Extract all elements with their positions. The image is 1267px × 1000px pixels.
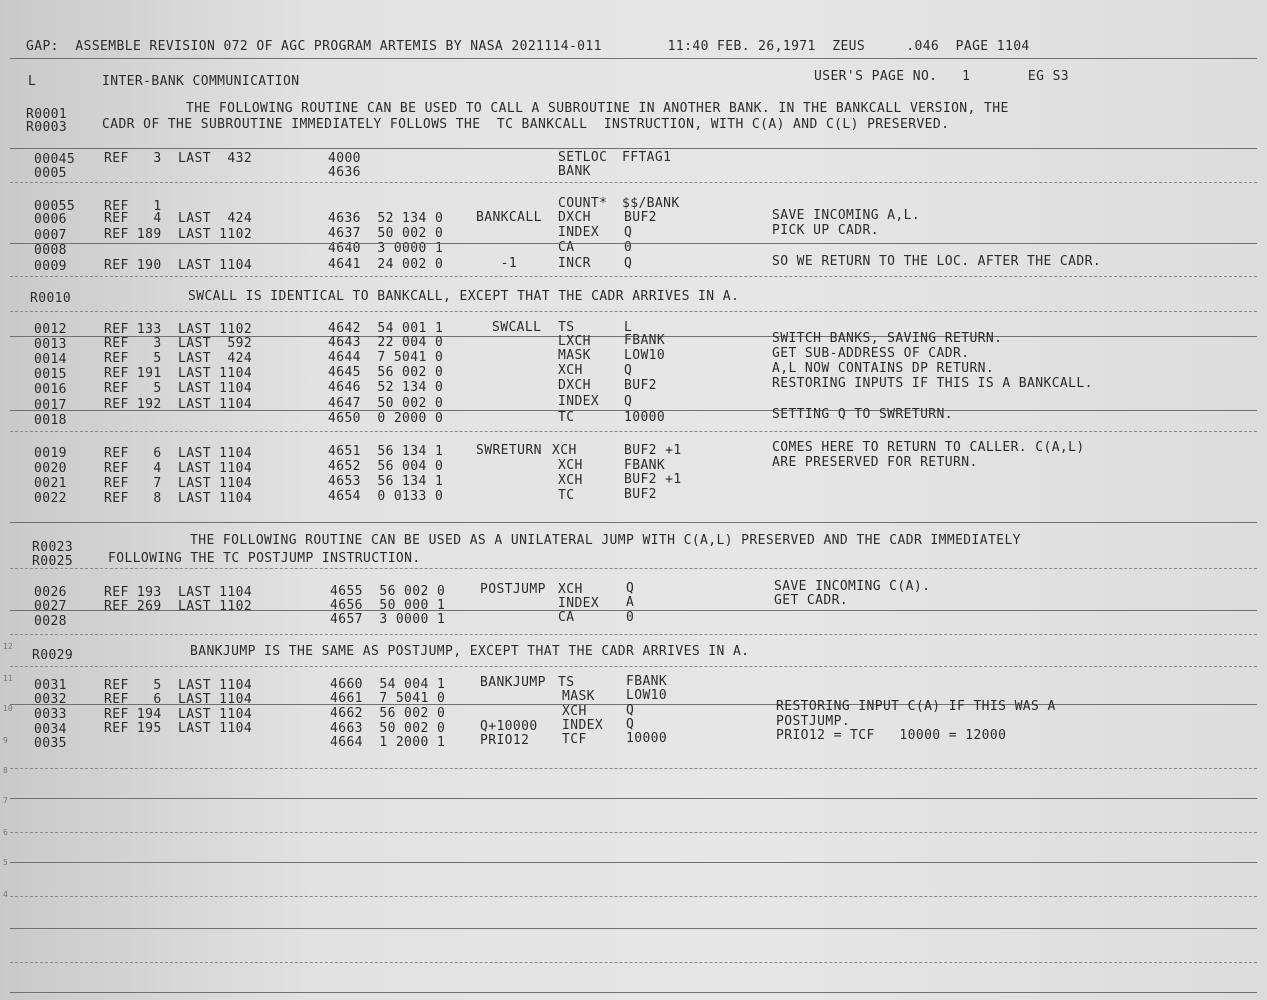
row-loc: 4651 56 134 1 — [328, 444, 444, 459]
row-seq: 0019 — [34, 446, 67, 461]
listing-mark: L — [28, 74, 37, 89]
remark-seq: R0025 — [32, 554, 74, 569]
row-loc: 4643 22 004 0 — [328, 335, 444, 350]
row-seq: 0018 — [34, 413, 67, 428]
row-ref: REF 192 LAST 1104 — [104, 397, 253, 412]
row-seq: 0035 — [34, 736, 67, 751]
row-seq: 0028 — [34, 614, 67, 629]
remark-seq: R0029 — [32, 648, 74, 663]
row-ref: REF 6 LAST 1104 — [104, 446, 253, 461]
row-op: TC — [558, 410, 575, 425]
row-op: XCH — [558, 473, 583, 488]
row-adr: LOW10 — [626, 688, 668, 703]
row-adr: $$/BANK — [622, 196, 680, 211]
row-op: INDEX — [558, 225, 600, 240]
row-ref: REF 1 — [104, 199, 162, 214]
separator-rule — [10, 962, 1257, 963]
row-label: BANKCALL — [476, 210, 542, 225]
row-op: INDEX — [562, 718, 604, 733]
row-loc: 4650 0 2000 0 — [328, 411, 444, 426]
separator-rule — [10, 896, 1257, 897]
row-adr: BUF2 — [624, 378, 657, 393]
header-rule — [10, 58, 1257, 59]
row-ref: REF 5 LAST 424 — [104, 351, 253, 366]
row-loc: 4644 7 5041 0 — [328, 350, 444, 365]
remark-text: FOLLOWING THE TC POSTJUMP INSTRUCTION. — [108, 551, 421, 566]
row-loc: 4646 52 134 0 — [328, 380, 444, 395]
row-seq: 0033 — [34, 707, 67, 722]
row-seq: 0017 — [34, 398, 67, 413]
row-op: INCR — [558, 256, 591, 271]
separator-rule — [10, 148, 1257, 149]
margin-mark: 4 — [3, 890, 8, 899]
row-ref: REF 193 LAST 1104 — [104, 585, 253, 600]
row-ref: REF 191 LAST 1104 — [104, 366, 253, 381]
row-comment: SO WE RETURN TO THE LOC. AFTER THE CADR. — [772, 254, 1102, 269]
row-seq: 0007 — [34, 228, 67, 243]
row-loc: 4660 54 004 1 — [330, 677, 446, 692]
row-op: TS — [558, 320, 575, 335]
remark-seq: R0001 — [26, 107, 68, 122]
row-op: CA — [558, 610, 575, 625]
row-comment: COMES HERE TO RETURN TO CALLER. C(A,L) — [772, 440, 1085, 455]
row-loc: 4664 1 2000 1 — [330, 735, 446, 750]
separator-rule — [10, 431, 1257, 432]
row-loc: 4640 3 0000 1 — [328, 241, 444, 256]
row-label: -1 — [476, 256, 518, 271]
row-label: Q+10000 — [480, 719, 538, 734]
row-adr: Q — [626, 703, 635, 718]
row-comment: SETTING Q TO SWRETURN. — [772, 407, 953, 422]
row-op: MASK — [558, 348, 591, 363]
row-label: POSTJUMP — [480, 582, 546, 597]
row-op: INDEX — [558, 394, 600, 409]
row-loc: 4636 — [328, 165, 361, 180]
users-page-number: USER'S PAGE NO. 1 EG S3 — [814, 69, 1070, 84]
row-op: TC — [558, 488, 575, 503]
row-ref: REF 7 LAST 1104 — [104, 476, 253, 491]
row-loc: 4661 7 5041 0 — [330, 691, 446, 706]
separator-rule — [10, 768, 1257, 769]
row-comment: GET CADR. — [774, 593, 849, 608]
row-ref: REF 3 LAST 592 — [104, 336, 253, 351]
row-comment: A,L NOW CONTAINS DP RETURN. — [772, 361, 995, 376]
row-loc: 4654 0 0133 0 — [328, 489, 444, 504]
margin-mark: 12 — [3, 642, 13, 651]
row-op: CA — [558, 240, 575, 255]
row-loc: 4000 — [328, 151, 361, 166]
margin-mark: 9 — [3, 736, 8, 745]
row-adr: A — [626, 595, 635, 610]
row-seq: 0014 — [34, 352, 67, 367]
separator-rule — [10, 832, 1257, 833]
row-seq: 0012 — [34, 322, 67, 337]
separator-rule — [10, 928, 1257, 929]
row-seq: 0016 — [34, 382, 67, 397]
row-op: XCH — [562, 704, 587, 719]
row-ref: REF 195 LAST 1104 — [104, 721, 253, 736]
remark-seq: R0023 — [32, 540, 74, 555]
page-header: GAP: ASSEMBLE REVISION 072 OF AGC PROGRAM ARTEMIS BY NASA 2021114-011 11:40 FEB. 26,1971 ZEUS .046 PAGE 1104 — [26, 39, 1030, 54]
row-op: LXCH — [558, 334, 591, 349]
row-loc: 4662 56 002 0 — [330, 706, 446, 721]
row-adr: BUF2 — [624, 210, 657, 225]
row-seq: 00055 — [34, 199, 76, 214]
row-loc: 4636 52 134 0 — [328, 211, 444, 226]
row-comment: GET SUB-ADDRESS OF CADR. — [772, 346, 970, 361]
remark-text: CADR OF THE SUBROUTINE IMMEDIATELY FOLLOWS THE TC BANKCALL INSTRUCTION, WITH C(A) AND C(L) PRESERVED. — [102, 117, 950, 132]
row-loc: 4642 54 001 1 — [328, 321, 444, 336]
row-ref: REF 5 LAST 1104 — [104, 678, 253, 693]
margin-mark: 7 — [3, 796, 8, 805]
row-seq: 0031 — [34, 678, 67, 693]
row-comment: ARE PRESERVED FOR RETURN. — [772, 455, 978, 470]
row-adr: FBANK — [626, 674, 668, 689]
row-adr: Q — [626, 717, 635, 732]
separator-rule — [10, 798, 1257, 799]
row-adr: FBANK — [624, 333, 666, 348]
row-op: XCH — [558, 582, 583, 597]
remark-text: SWCALL IS IDENTICAL TO BANKCALL, EXCEPT THAT THE CADR ARRIVES IN A. — [188, 289, 740, 304]
row-comment: PICK UP CADR. — [772, 223, 879, 238]
row-ref: REF 189 LAST 1102 — [104, 227, 253, 242]
separator-rule — [10, 182, 1257, 183]
remark-text: THE FOLLOWING ROUTINE CAN BE USED TO CALL A SUBROUTINE IN ANOTHER BANK. IN THE BANKCALL VERSION, THE — [186, 101, 1009, 116]
row-ref: REF 6 LAST 1104 — [104, 692, 253, 707]
row-seq: 0026 — [34, 585, 67, 600]
row-seq: 00045 — [34, 152, 76, 167]
row-ref: REF 194 LAST 1104 — [104, 707, 253, 722]
row-op: MASK — [562, 689, 595, 704]
remark-seq: R0010 — [30, 291, 72, 306]
row-ref: REF 269 LAST 1102 — [104, 599, 253, 614]
row-label: PRIO12 — [480, 733, 530, 748]
row-comment: SAVE INCOMING C(A). — [774, 579, 931, 594]
row-ref: REF 5 LAST 1104 — [104, 381, 253, 396]
row-adr: BUF2 +1 — [624, 472, 682, 487]
row-comment: PRIO12 = TCF 10000 = 12000 — [776, 728, 1007, 743]
row-adr: 0 — [624, 240, 633, 255]
row-adr: Q — [626, 581, 635, 596]
row-adr: BUF2 — [624, 487, 657, 502]
separator-rule — [10, 276, 1257, 277]
remark-seq: R0003 — [26, 120, 68, 135]
row-adr: 0 — [626, 610, 635, 625]
row-seq: 0034 — [34, 722, 67, 737]
row-seq: 0021 — [34, 476, 67, 491]
row-loc: 4657 3 0000 1 — [330, 612, 446, 627]
row-loc: 4641 24 002 0 — [328, 257, 444, 272]
margin-mark: 8 — [3, 766, 8, 775]
remark-text: BANKJUMP IS THE SAME AS POSTJUMP, EXCEPT THAT THE CADR ARRIVES IN A. — [190, 644, 750, 659]
row-label: BANKJUMP — [480, 675, 546, 690]
row-op: COUNT* — [558, 196, 608, 211]
margin-mark: 10 — [3, 704, 13, 713]
margin-mark: 5 — [3, 858, 8, 867]
row-loc: 4652 56 004 0 — [328, 459, 444, 474]
row-op: TS — [558, 675, 575, 690]
row-label: SWCALL — [492, 320, 542, 335]
row-adr: Q — [624, 363, 633, 378]
row-adr: L — [624, 320, 633, 335]
row-loc: 4647 50 002 0 — [328, 396, 444, 411]
row-ref: REF 4 LAST 424 — [104, 211, 253, 226]
section-title: INTER-BANK COMMUNICATION — [102, 74, 300, 89]
row-comment: SAVE INCOMING A,L. — [772, 208, 921, 223]
separator-rule — [10, 522, 1257, 523]
row-op: TCF — [562, 732, 587, 747]
row-loc: 4637 50 002 0 — [328, 226, 444, 241]
row-ref: REF 4 LAST 1104 — [104, 461, 253, 476]
row-comment: SWITCH BANKS, SAVING RETURN. — [772, 331, 1003, 346]
row-ref: REF 8 LAST 1104 — [104, 491, 253, 506]
row-op: DXCH — [558, 378, 591, 393]
row-seq: 0032 — [34, 692, 67, 707]
row-seq: 0013 — [34, 337, 67, 352]
row-adr: LOW10 — [624, 348, 666, 363]
row-op: XCH — [558, 363, 583, 378]
row-ref: REF 133 LAST 1102 — [104, 322, 253, 337]
row-op: SETLOC — [558, 150, 608, 165]
row-seq: 0009 — [34, 259, 67, 274]
row-adr: Q — [624, 256, 633, 271]
row-comment: RESTORING INPUTS IF THIS IS A BANKCALL. — [772, 376, 1093, 391]
separator-rule — [10, 311, 1257, 312]
row-comment: RESTORING INPUT C(A) IF THIS WAS A — [776, 699, 1056, 714]
row-op: BANK — [558, 164, 591, 179]
margin-mark: 6 — [3, 828, 8, 837]
row-seq: 0008 — [34, 243, 67, 258]
row-op: XCH — [558, 458, 583, 473]
separator-rule — [10, 992, 1257, 993]
separator-rule — [10, 634, 1257, 635]
row-adr: Q — [624, 225, 633, 240]
row-adr: 10000 — [626, 731, 668, 746]
row-loc: 4656 50 000 1 — [330, 598, 446, 613]
row-seq: 0022 — [34, 491, 67, 506]
row-seq: 0020 — [34, 461, 67, 476]
row-adr: BUF2 +1 — [624, 443, 682, 458]
row-comment: POSTJUMP. — [776, 714, 851, 729]
row-seq: 0005 — [34, 166, 67, 181]
row-loc: 4663 50 002 0 — [330, 721, 446, 736]
separator-rule — [10, 568, 1257, 569]
row-adr: FBANK — [624, 458, 666, 473]
row-loc: 4653 56 134 1 — [328, 474, 444, 489]
row-adr: Q — [624, 394, 633, 409]
row-op: DXCH — [558, 210, 591, 225]
row-adr: 10000 — [624, 410, 666, 425]
row-ref: REF 190 LAST 1104 — [104, 258, 253, 273]
row-label: SWRETURN — [476, 443, 542, 458]
row-loc: 4655 56 002 0 — [330, 584, 446, 599]
row-loc: 4645 56 002 0 — [328, 365, 444, 380]
margin-mark: 11 — [3, 674, 13, 683]
row-op: XCH — [552, 443, 577, 458]
row-ref: REF 3 LAST 432 — [104, 151, 253, 166]
separator-rule — [10, 862, 1257, 863]
row-seq: 0006 — [34, 212, 67, 227]
row-seq: 0015 — [34, 367, 67, 382]
row-op: INDEX — [558, 596, 600, 611]
remark-text: THE FOLLOWING ROUTINE CAN BE USED AS A UNILATERAL JUMP WITH C(A,L) PRESERVED AND THE CADR IMMEDIATELY — [190, 533, 1021, 548]
separator-rule — [10, 666, 1257, 667]
row-adr: FFTAG1 — [622, 150, 672, 165]
separator-rule — [10, 243, 1257, 244]
row-seq: 0027 — [34, 599, 67, 614]
